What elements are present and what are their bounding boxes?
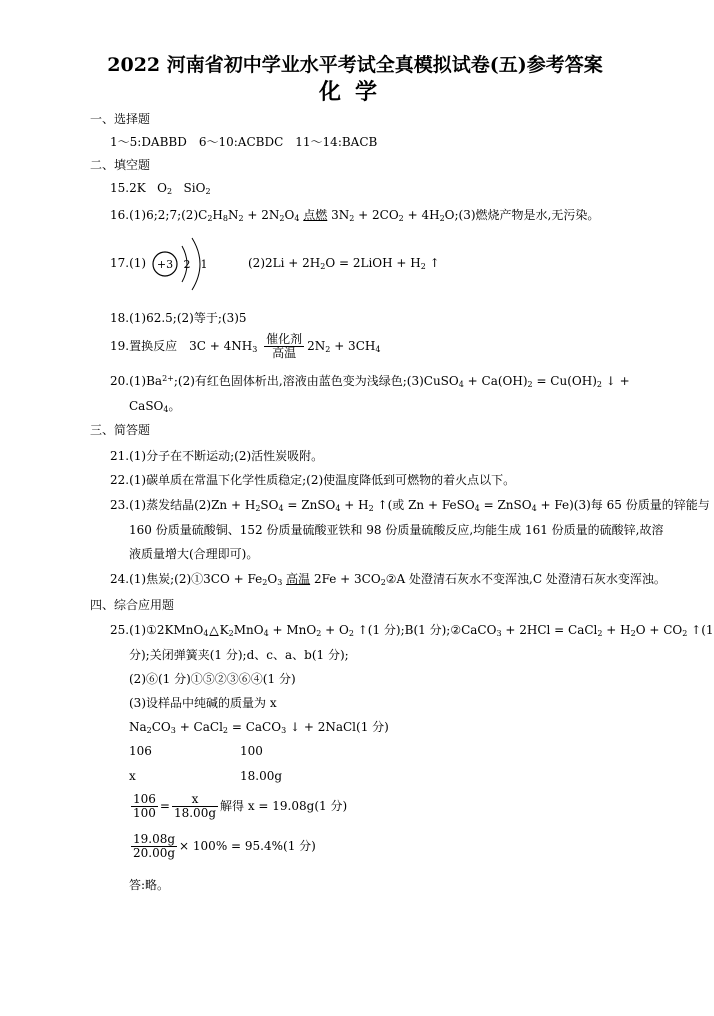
text: 解得 x = 19.08g(1 分) — [220, 799, 348, 813]
sub: 4 — [458, 380, 464, 389]
sub: 4 — [163, 405, 169, 414]
sub: 4 — [278, 504, 284, 513]
section-fill: 二、填空题 — [90, 158, 151, 172]
fraction — [172, 793, 218, 820]
sub: 3 — [277, 578, 283, 587]
text: (2)2Li + 2H — [248, 256, 321, 270]
q20-line2 — [129, 397, 181, 414]
text: + O — [321, 623, 349, 637]
sub: 2 — [349, 214, 355, 223]
atom-structure-diagram — [150, 232, 220, 296]
text: = ZnSO — [283, 498, 336, 512]
sub: 2 — [262, 578, 268, 587]
sub: 2 — [320, 262, 326, 271]
text: ↑(或 Zn + FeSO — [373, 498, 475, 512]
percentage-line — [129, 833, 316, 860]
text: × 100% = 95.4%(1 分) — [179, 839, 316, 853]
sub: 3 — [170, 726, 176, 735]
text: O — [284, 208, 295, 222]
q24 — [110, 570, 666, 587]
text: + 4H — [403, 208, 440, 222]
final-answer: 答:略。 — [129, 878, 170, 892]
q15-b: O — [157, 181, 167, 195]
text: + H — [340, 498, 369, 512]
q16 — [110, 206, 599, 223]
sub: 2 — [368, 504, 374, 513]
choice-answers: 1～5:DABBD 6～10:ACBDC 11～14:BACB — [110, 135, 378, 149]
denominator: 20.00g — [133, 846, 176, 860]
catalyst: 催化剂 — [266, 332, 303, 346]
text: ;(2)有红色固体析出,溶液由蓝色变为浅绿色;(3)CuSO — [173, 374, 459, 388]
nucleus-charge: +3 — [156, 258, 174, 271]
text: 2Fe + 3CO — [313, 572, 381, 586]
fraction — [131, 833, 177, 860]
q15-c: SiO — [183, 181, 206, 195]
q-number: 21. — [110, 449, 130, 463]
q18 — [110, 309, 247, 326]
text: ↓ + 2NaCl(1 分) — [286, 720, 389, 734]
text: O — [267, 572, 278, 586]
reaction-condition: 高温 — [286, 572, 311, 586]
shell1-electrons: 2 — [183, 258, 191, 271]
text: MnO — [233, 623, 264, 637]
unknown-x: x — [129, 769, 136, 783]
sub: 3 — [496, 629, 502, 638]
numerator: 19.08g — [133, 832, 176, 846]
text: (1)6;2;7;(2)C — [129, 208, 208, 222]
sub: 2 — [682, 629, 688, 638]
q25-equation — [129, 718, 389, 735]
numerator: 106 — [133, 792, 156, 806]
text: 置换反应 3C + 4NH — [129, 339, 253, 353]
q-number: 25. — [110, 623, 130, 637]
sub: 2 — [380, 578, 386, 587]
sub: 2 — [222, 726, 229, 735]
sub: 2 — [228, 629, 234, 638]
sub: 4 — [203, 629, 209, 638]
sub: 4 — [531, 504, 537, 513]
text: ②A 处澄清石灰水不变浑浊,C 处澄清石灰水变浑浊。 — [385, 572, 666, 586]
text: K — [219, 623, 229, 637]
text: CO — [151, 720, 171, 734]
text: + 2CO — [354, 208, 399, 222]
temperature: 高温 — [272, 346, 297, 360]
sub: 3 — [281, 726, 287, 735]
text: = Cu(OH) — [532, 374, 597, 388]
sub: 2 — [255, 504, 261, 513]
sub: 2 — [596, 380, 602, 389]
q-number: 24. — [110, 572, 130, 586]
q25-line4: (3)设样品中纯碱的质量为 x — [129, 696, 277, 710]
sub: 2 — [439, 214, 445, 223]
sup: 2+ — [162, 374, 174, 383]
section-comprehensive: 四、综合应用题 — [90, 598, 175, 612]
q-number: 18. — [110, 311, 130, 325]
q-number: 19. — [110, 339, 130, 353]
sub: 2 — [348, 629, 354, 638]
text: + 3CH — [330, 339, 376, 353]
text: (1)Ba — [129, 374, 163, 388]
section-short-answer: 三、简答题 — [90, 423, 151, 437]
text: ↓ + — [601, 374, 630, 388]
sub: 2 — [527, 380, 533, 389]
text: (1)蒸发结晶(2)Zn + H — [129, 498, 256, 512]
precipitate-mass: 18.00g — [240, 769, 283, 783]
text: + MnO — [268, 623, 317, 637]
text: (1)①2KMnO — [129, 623, 204, 637]
sub: 4 — [263, 629, 269, 638]
text: O = 2LiOH + H — [325, 256, 421, 270]
q25 — [110, 621, 714, 638]
q-number: 23. — [110, 498, 130, 512]
text: Na — [129, 720, 147, 734]
text: + 2N — [243, 208, 280, 222]
text: 3N — [331, 208, 350, 222]
molar-mass-100: 100 — [240, 744, 263, 758]
sub: 2 — [630, 629, 636, 638]
q-number: 17. — [110, 256, 130, 270]
text: ↑(1 — [687, 623, 714, 637]
q23-line3: 液质量增大(合理即可)。 — [129, 547, 259, 561]
text: (1)62.5;(2)等于;(3)5 — [129, 311, 247, 325]
subject-title: 化学 — [318, 79, 391, 105]
proportion-line: $\frac{106}{100}$ = $\frac{x}{18.00g}$ 解得 x = 19.08g(1 分) — [133, 792, 348, 820]
sub: 4 — [335, 504, 341, 513]
sub: 2 — [205, 187, 211, 196]
text: 2N — [307, 339, 326, 353]
sub: 2 — [597, 629, 603, 638]
q25-line3: (2)⑥(1 分)①⑤②③⑥④(1 分) — [129, 672, 296, 686]
q20 — [110, 372, 630, 389]
sub: 2 — [420, 262, 426, 271]
text: (1)焦炭;(2)①3CO + Fe — [129, 572, 263, 586]
text: + Ca(OH) — [463, 374, 528, 388]
reaction-condition: 点燃 — [303, 208, 328, 222]
text: SO — [260, 498, 279, 512]
sub: 4 — [375, 345, 381, 354]
text: O;(3)燃烧产物是水,无污染。 — [444, 208, 600, 222]
q21 — [110, 447, 323, 464]
sub: 2 — [146, 726, 152, 735]
sub: 2 — [325, 345, 331, 354]
text: 。 — [168, 399, 181, 413]
text: ↑(1 分);B(1 分);②CaCO — [353, 623, 497, 637]
text: + H — [602, 623, 631, 637]
section-choice: 一、选择题 — [90, 112, 151, 126]
sub: 8 — [222, 214, 228, 223]
page-title: 2022 河南省初中学业水平考试全真模拟试卷(五)参考答案 — [107, 54, 603, 76]
text: CaSO — [129, 399, 164, 413]
reaction-condition — [264, 333, 304, 360]
text: = ZnSO — [479, 498, 532, 512]
text: O + CO — [635, 623, 683, 637]
denominator: 18.00g — [173, 806, 217, 820]
sub: 2 — [398, 214, 404, 223]
denominator: 100 — [133, 806, 156, 820]
text: H — [212, 208, 223, 222]
q22 — [110, 471, 515, 488]
q15 — [110, 181, 211, 195]
q25-line2: 分);关闭弹簧夹(1 分);d、c、a、b(1 分); — [129, 648, 349, 662]
sub: 2 — [316, 629, 322, 638]
q23-line2: 160 份质量硫酸铜、152 份质量硫酸亚铁和 98 份质量硫酸反应,均能生成 161 份质量的硫酸锌,故溶 — [129, 523, 664, 537]
text: N — [227, 208, 239, 222]
sub: 4 — [474, 504, 480, 513]
text: = CaCO — [228, 720, 282, 734]
q15-a: 2K — [129, 181, 146, 195]
text: (1) — [129, 256, 147, 270]
sub: 3 — [252, 345, 258, 354]
q-number: 22. — [110, 473, 130, 487]
fraction — [131, 793, 158, 820]
sub: 2 — [207, 214, 213, 223]
gas-arrow: ↑ — [425, 256, 440, 270]
q-number: 16. — [110, 208, 130, 222]
text: (1)分子在不断运动;(2)活性炭吸附。 — [129, 449, 324, 463]
q-number: 20. — [110, 374, 130, 388]
sub: 2 — [279, 214, 285, 223]
sub: 2 — [238, 214, 244, 223]
q23 — [110, 496, 710, 513]
q17-label — [110, 256, 146, 270]
text: (1)碳单质在常温下化学性质稳定;(2)使温度降低到可燃物的着火点以下。 — [129, 473, 516, 487]
text: + Fe)(3)每 65 份质量的锌能与 — [536, 498, 710, 512]
q-number: 15. — [110, 181, 130, 195]
shell2-electrons: 1 — [200, 258, 208, 271]
shell-arc-2 — [192, 238, 200, 290]
q19 — [110, 333, 380, 360]
sub: 4 — [294, 214, 300, 223]
text: + CaCl — [175, 720, 223, 734]
heat-condition: △ — [209, 623, 219, 637]
text: + 2HCl = CaCl — [501, 623, 598, 637]
numerator: x — [172, 793, 218, 807]
q17-equation — [248, 256, 440, 270]
molar-mass-106: 106 — [129, 744, 152, 758]
sub: 2 — [167, 187, 173, 196]
